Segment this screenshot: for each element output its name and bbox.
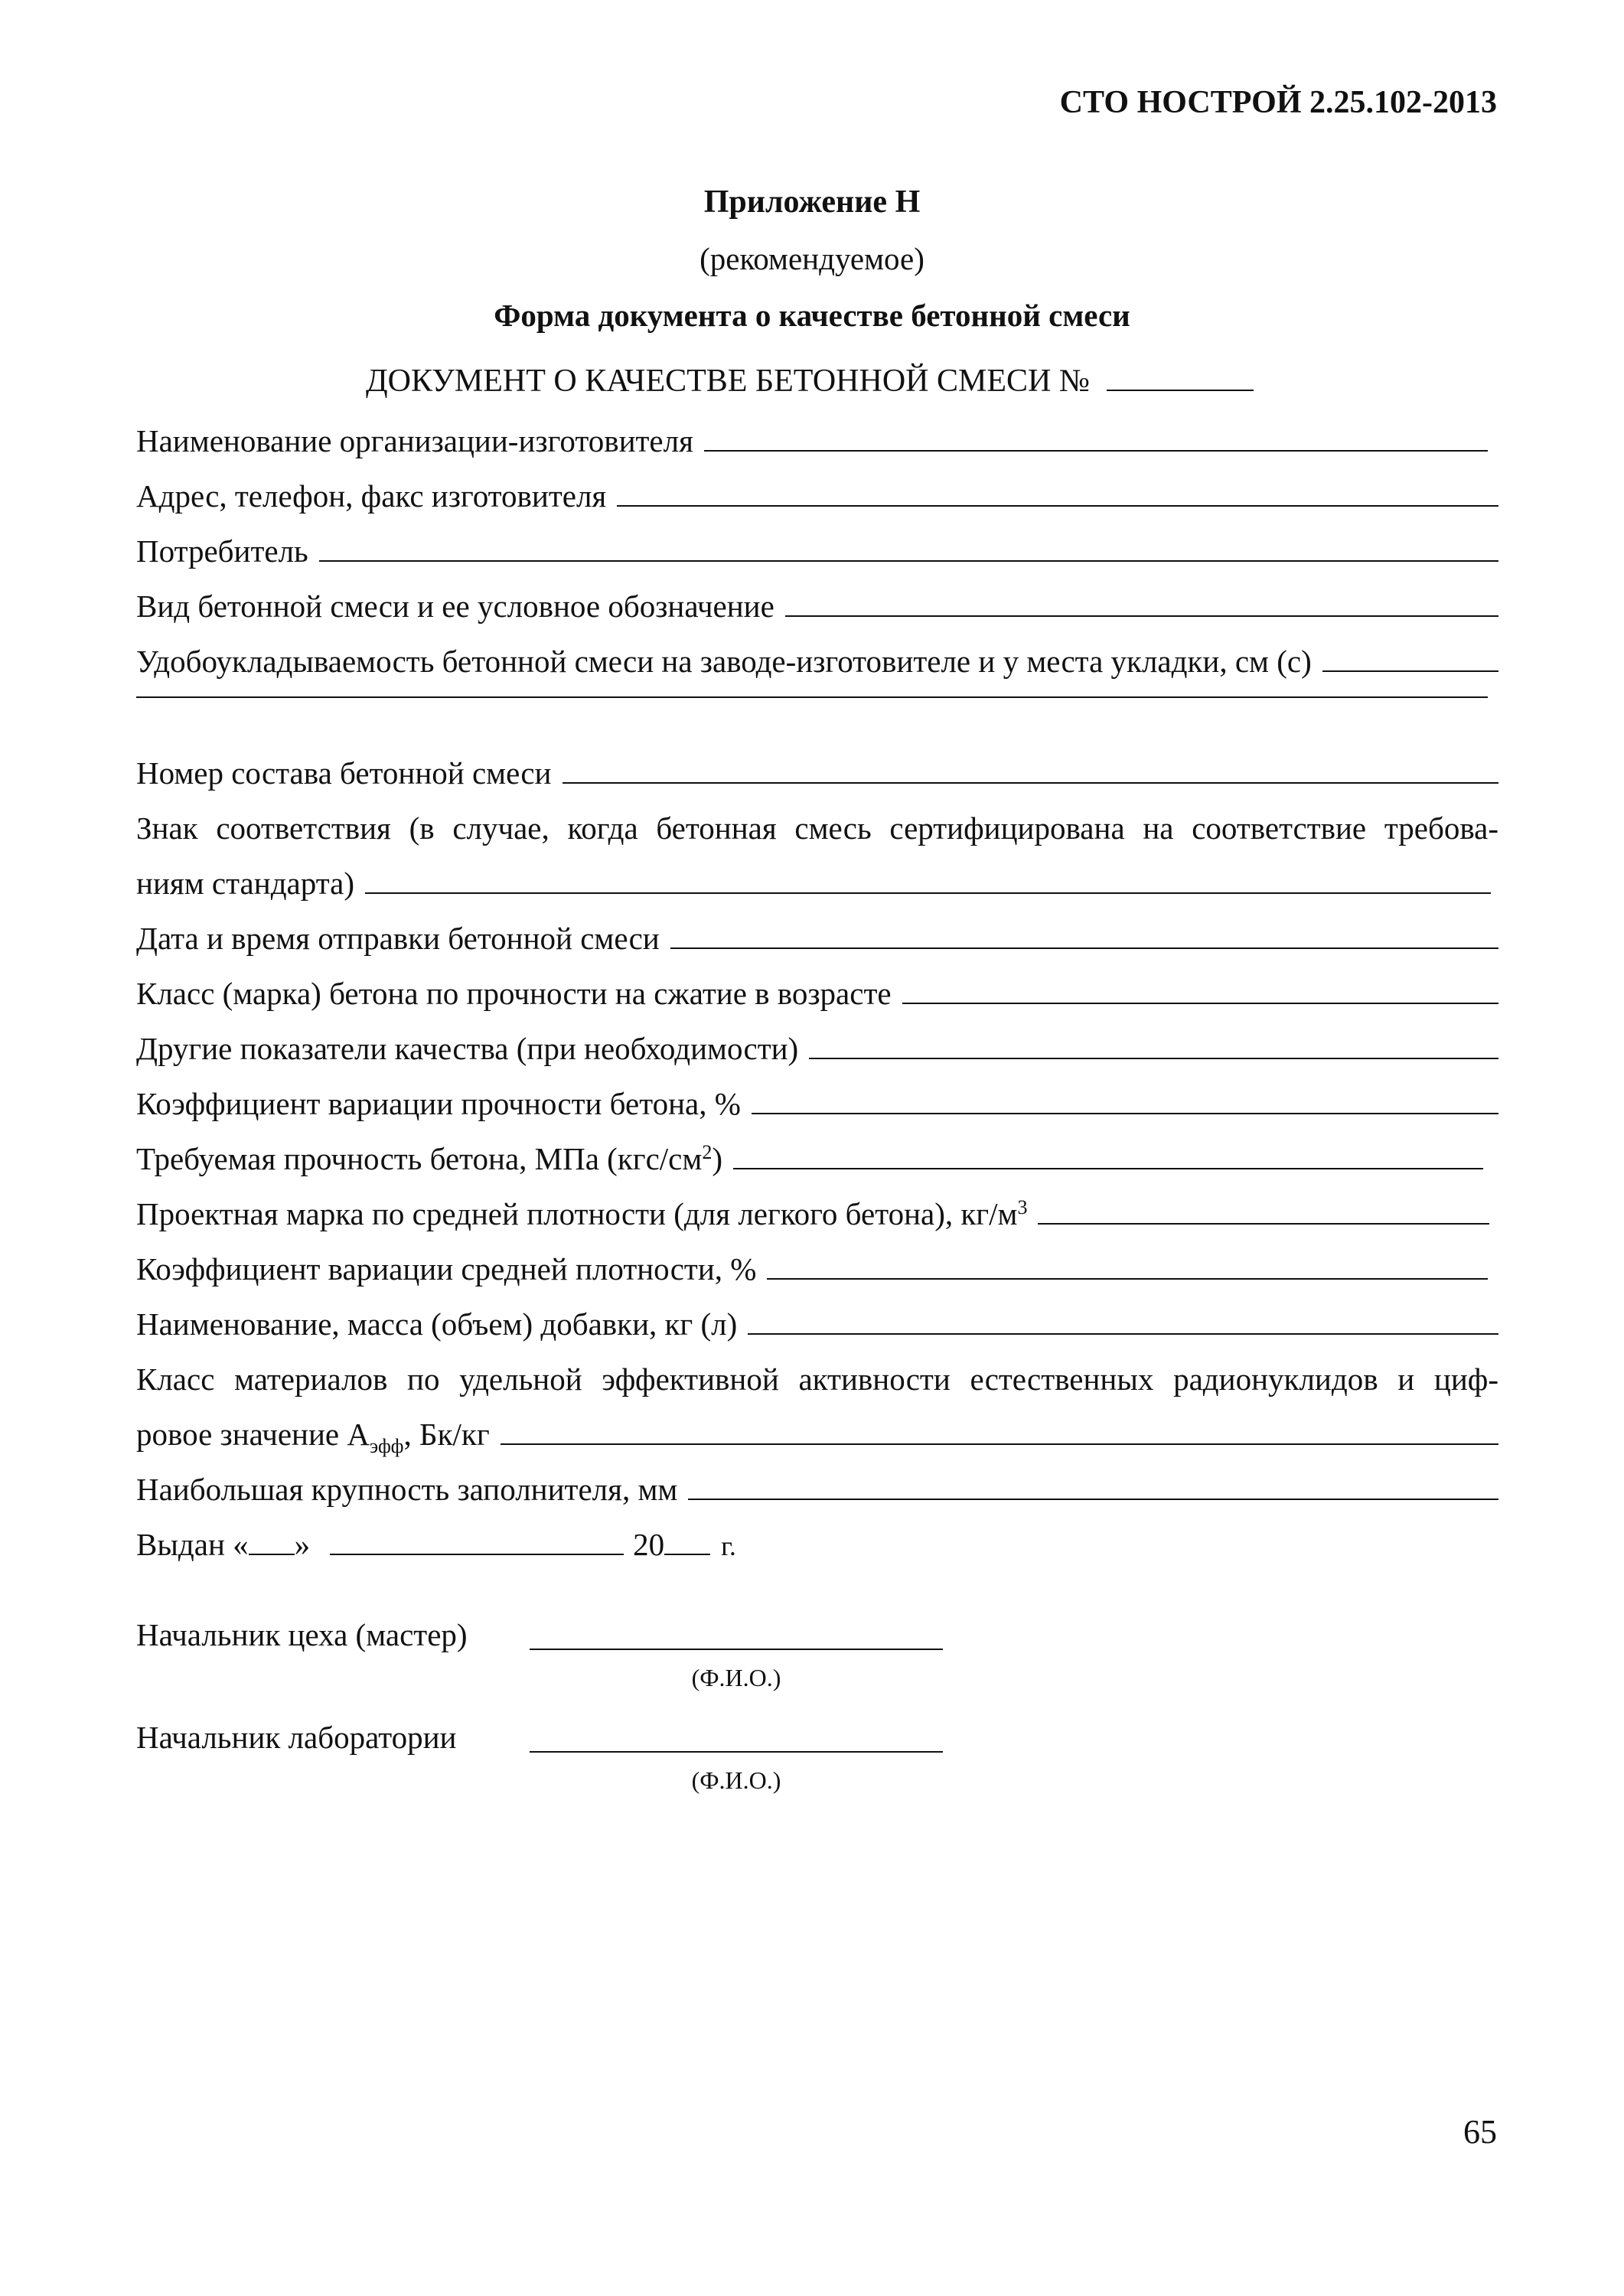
issued-year-blank[interactable] — [664, 1554, 710, 1555]
issued-month-blank[interactable] — [330, 1554, 624, 1555]
density-grade-sup: 3 — [1017, 1196, 1028, 1218]
lab-head-signature-line[interactable] — [530, 1751, 943, 1753]
issued-quote-close: » — [294, 1527, 311, 1562]
field-row-composition — [136, 753, 1498, 793]
required-strength-sup: 2 — [702, 1141, 713, 1163]
field-blank-required-strength[interactable] — [733, 1168, 1483, 1169]
field-label-max-aggregate: Наибольшая крупность заполнителя, мм — [136, 1472, 678, 1507]
shop-head-label: Начальник цеха (мастер) — [136, 1617, 468, 1652]
field-blank-radionuclide[interactable] — [501, 1443, 1498, 1445]
field-blank-max-aggregate[interactable] — [688, 1499, 1498, 1500]
field-blank-workability[interactable] — [1322, 670, 1498, 672]
lab-head-label: Начальник лаборатории — [136, 1720, 457, 1755]
field-blank-density-variation[interactable] — [767, 1278, 1488, 1280]
issued-year: 20 — [633, 1527, 665, 1562]
field-label-conformity-line1: Знак соответствия (в случае, когда бетонная смесь сертифицирована на соответствие требова- — [136, 810, 1498, 846]
field-row-mix-type — [136, 586, 1498, 626]
field-label-density-variation: Коэффициент вариации средней плотности, % — [136, 1251, 757, 1287]
appendix-status: (рекомендуемое) — [699, 241, 925, 276]
issued-day-blank[interactable] — [249, 1554, 295, 1555]
lab-head-fio-label: (Ф.И.О.) — [691, 1766, 781, 1794]
required-strength-close: ) — [712, 1141, 722, 1176]
required-strength-text: Требуемая прочность бетона, МПа (кгс/см — [136, 1141, 703, 1176]
issued-suffix: г. — [721, 1531, 736, 1561]
radionuclide-text: ровое значение А — [136, 1417, 370, 1452]
field-label-required-strength — [136, 1139, 722, 1179]
field-blank-contacts[interactable] — [617, 505, 1498, 507]
field-label-workability: Удобоукладываемость бетонной смеси на заводе-изготовителе и у места укладки, см (с) — [136, 644, 1312, 679]
field-label-strength-variation: Коэффициент вариации прочности бетона, % — [136, 1086, 741, 1121]
shop-head-signature-line[interactable] — [530, 1649, 943, 1650]
doc-title: ДОКУМЕНТ О КАЧЕСТВЕ БЕТОННОЙ СМЕСИ № — [366, 364, 1090, 399]
field-label-manufacturer: Наименование организации-изготовителя — [136, 423, 693, 458]
field-row-density-variation — [136, 1249, 1488, 1289]
field-label-consumer: Потребитель — [136, 533, 308, 569]
field-blank-density-grade[interactable] — [1038, 1223, 1489, 1225]
field-blank-additive[interactable] — [748, 1333, 1498, 1335]
field-row-strength-class — [136, 974, 1498, 1013]
field-blank-consumer[interactable] — [319, 560, 1498, 562]
field-row-density-grade — [136, 1194, 1489, 1234]
field-label-strength-class: Класс (марка) бетона по прочности на сжатие в возрасте — [136, 976, 892, 1011]
field-row-required-strength — [136, 1139, 1483, 1179]
field-label-mix-type: Вид бетонной смеси и ее условное обозначение — [136, 589, 774, 624]
field-blank-mix-type[interactable] — [785, 615, 1498, 617]
issued-prefix: Выдан « — [136, 1527, 249, 1562]
field-row-issued — [136, 1525, 736, 1566]
field-row-radionuclide — [136, 1414, 1498, 1457]
document-code: СТО НОСТРОЙ 2.25.102-2013 — [1059, 85, 1497, 120]
field-row-conformity — [136, 863, 1491, 903]
field-label-dispatch: Дата и время отправки бетонной смеси — [136, 921, 660, 956]
shop-head-fio-label: (Ф.И.О.) — [691, 1664, 781, 1691]
field-label-radionuclide-line1: Класс материалов по удельной эффективной активности естественных радионуклидов и циф- — [136, 1362, 1498, 1397]
field-blank-strength-class[interactable] — [902, 1003, 1498, 1004]
radionuclide-sub: эфф — [369, 1435, 404, 1457]
field-blank-conformity[interactable] — [365, 892, 1491, 894]
field-row-other-quality — [136, 1029, 1498, 1068]
field-label-conformity-line2: ниям стандарта) — [136, 866, 354, 901]
field-label-density-grade — [136, 1194, 1027, 1234]
field-row-workability — [136, 641, 1498, 681]
field-label-additive: Наименование, масса (объем) добавки, кг (л) — [136, 1306, 738, 1342]
field-label-contacts: Адрес, телефон, факс изготовителя — [136, 478, 607, 514]
field-row-manufacturer — [136, 421, 1488, 461]
field-label-other-quality: Другие показатели качества (при необходимости) — [136, 1031, 799, 1066]
field-label-composition: Номер состава бетонной смеси — [136, 755, 552, 791]
doc-number-blank[interactable] — [1107, 390, 1254, 391]
appendix-title: Приложение Н — [703, 184, 921, 220]
field-label-radionuclide-line2 — [136, 1414, 490, 1457]
field-blank-composition[interactable] — [563, 782, 1499, 784]
field-row-dispatch — [136, 918, 1498, 958]
field-row-consumer — [136, 531, 1498, 571]
form-title: Форма документа о качестве бетонной смеси — [494, 298, 1130, 333]
radionuclide-unit: , Бк/кг — [403, 1417, 490, 1452]
field-row-workability-cont — [136, 696, 1488, 698]
field-blank-manufacturer[interactable] — [704, 450, 1488, 452]
field-row-contacts — [136, 476, 1498, 516]
density-grade-text: Проектная марка по средней плотности (для легкого бетона), кг/м — [136, 1196, 1018, 1231]
field-blank-dispatch[interactable] — [670, 947, 1498, 949]
page-number: 65 — [1463, 2113, 1497, 2151]
doc-title-row — [366, 363, 1254, 400]
field-blank-other-quality[interactable] — [809, 1058, 1498, 1059]
field-row-max-aggregate — [136, 1469, 1498, 1509]
field-row-strength-variation — [136, 1084, 1498, 1124]
field-blank-workability-cont[interactable] — [136, 696, 1488, 698]
field-blank-strength-variation[interactable] — [752, 1113, 1498, 1114]
field-row-additive — [136, 1304, 1498, 1344]
